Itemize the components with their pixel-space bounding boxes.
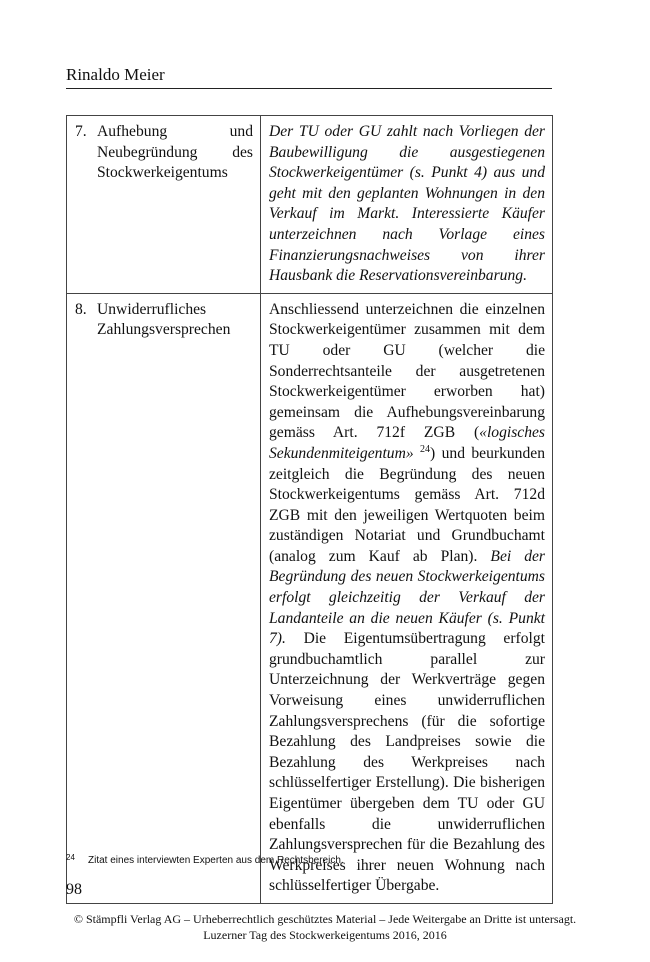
row-title-cell [67,116,261,294]
page-number: 98 [66,881,82,898]
row-description-text: Die Eigentumsübertragung erfolgt grundbuchamtlich parallel zur Unterzeichnung der Werkverträge gegen Vorweisung eines unwiderruflichen Zahlungsversprechens (für die sofortige Bezahlung des Landpreises sowie die Bezahlung des Werkpreises nach schlüsselfertiger Erstellung). Die bisherigen Eigentümer übergeben dem TU oder GU ebenfalls die unwiderruflichen Zahlungsversprechen für die Bezahlung des Werkpreises ihrer neuen Wohnung nach schlüsselfertiger Übergabe. [269,630,546,895]
footnote-reference[interactable]: 24 [420,443,431,455]
running-head-author: Rinaldo Meier [66,64,552,89]
footnote-text: Zitat eines interviewten Experten aus dem Rechtsbereich. [88,855,344,866]
row-title-cell [67,293,261,903]
footnote-mark: 24 [66,853,75,862]
footnote [66,851,586,868]
process-table [66,115,553,904]
publication-line: Luzerner Tag des Stockwerkeigentums 2016, 2016 [203,928,447,942]
table-row [67,116,553,294]
row-title: Unwiderrufliches Zahlungsversprechen [97,300,231,339]
table-row [67,293,553,903]
copyright-line: © Stämpfli Verlag AG – Urheberrechtlich geschütztes Material – Jede Weitergabe an Dritte ist untersagt. [73,912,577,926]
row-title: Aufhebung und Neubegründung des Stockwerkeigentums [97,123,253,182]
row-description-cell [261,293,553,903]
row-description-text: ) und beurkunden zeitgleich die Begründung des neuen Stockwerkeigentums gemäss Art. 712d ZGB mit den jeweiligen Wertquoten beim zuständigen Notariat und Grundbuchamt (analog zum Kauf ab Plan). [269,444,545,565]
row-description-text: Anschliessend unterzeichnen die einzelnen Stockwerkeigentümer zusammen mit dem TU oder GU (welcher die Sonderrechtsanteile der ausgetretenen Stockwerkeigentümer erworben hat) gemeinsam die Aufhebungsvereinbarung gemäss Art. 712f ZGB ( [269,300,545,442]
row-description-cell [261,116,553,294]
row-description-italic: Bei der Begründung des neuen Stockwerkeigentums erfolgt gleichzeitig der Verkauf der Landanteile an die neuen Käufer (s. Punkt 7). [269,547,546,648]
row-number: 7. [75,123,87,140]
row-number: 8. [75,300,87,318]
quoted-term: «logisches Sekundenmiteigentum» [269,424,545,462]
copyright-notice [0,911,650,943]
row-description-italic: Der TU oder GU zahlt nach Vorliegen der Baubewilligung die ausgestiegenen Stockwerkeigentümer (s. Punkt 4) aus und geht mit den geplanten Wohnungen in den Verkauf im Markt. Interessierte Käufer unterzeichnen nach Vorlage eines Finanzierungsnachweises von ihrer Hausbank die Reservationsvereinbarung. [269,123,545,285]
